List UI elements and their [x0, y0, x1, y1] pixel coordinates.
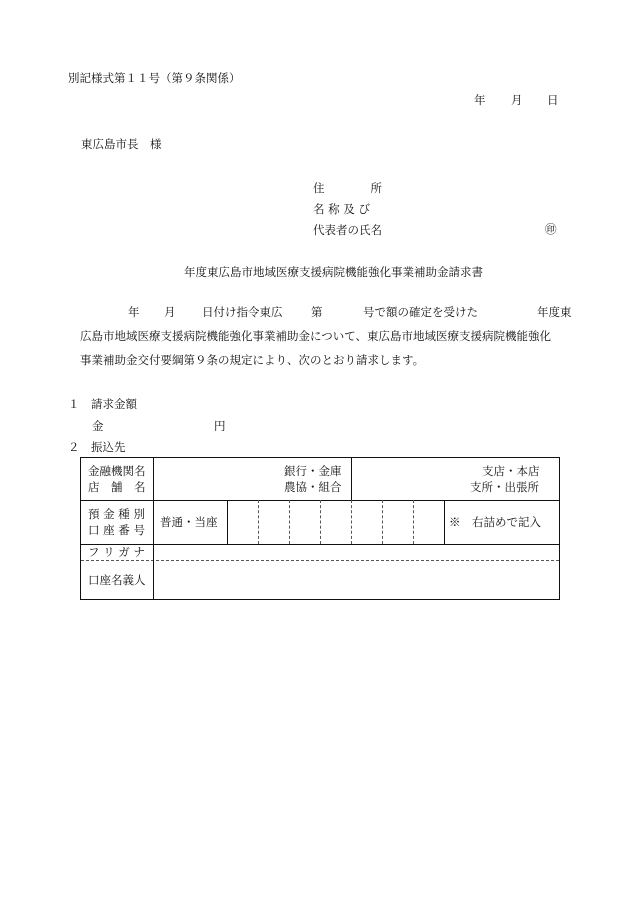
amount-prefix: 金	[92, 419, 104, 433]
digit-divider	[382, 500, 383, 544]
date-month: 月	[511, 93, 523, 107]
furigana-label: フ リ ガ ナ	[88, 545, 145, 559]
section-1-heading: １ 請求金額	[68, 397, 137, 411]
bank-types-2: 農協・組合	[284, 480, 342, 494]
name-label-1: 名 称 及 び	[313, 202, 370, 216]
body-year: 年	[128, 305, 140, 319]
branch-types-1: 支店・本店	[482, 464, 540, 478]
body-line-3: 事業補助金交付要綱第９条の規定により、次のとおり請求します。	[80, 353, 425, 367]
body-directive: 日付け指令東広	[202, 305, 283, 319]
digit-end-divider	[444, 500, 445, 544]
digit-divider	[413, 500, 414, 544]
addressee: 東広島市長 様	[81, 137, 162, 151]
amount-unit: 円	[214, 419, 226, 433]
bank-types-1: 銀行・金庫	[284, 464, 342, 478]
institution-label-2: 店 舗 名	[88, 480, 146, 494]
body-line-1	[82, 300, 582, 324]
account-holder-label: 口座名義人	[88, 573, 146, 587]
digit-divider	[351, 500, 352, 544]
digit-divider	[258, 500, 259, 544]
account-type-divider	[227, 500, 228, 544]
digit-divider	[289, 500, 290, 544]
account-label-1: 預 金 種 別	[88, 507, 145, 521]
section-2-heading: ２ 振込先	[68, 440, 126, 454]
body-confirmed: 号で額の確定を受けた	[363, 305, 478, 319]
name-label-2: 代表者の氏名	[313, 223, 382, 237]
date-day: 日	[547, 93, 559, 107]
digit-divider	[320, 500, 321, 544]
right-align-note: ※ 右詰めで記入	[449, 515, 541, 529]
label-column-divider	[153, 458, 154, 599]
form-number: 別記様式第１１号（第９条関係）	[68, 71, 241, 85]
branch-types-2: 支所・出張所	[470, 480, 539, 494]
date-year: 年	[474, 93, 486, 107]
body-paragraph	[82, 300, 582, 372]
bank-branch-divider	[351, 458, 352, 500]
body-dai: 第	[311, 305, 323, 319]
address-label: 住 所	[313, 181, 382, 195]
account-type: 普通・当座	[160, 515, 218, 529]
institution-label-1: 金融機関名	[88, 464, 146, 478]
document-title: 年度東広島市地域医療支援病院機能強化事業補助金請求書	[184, 265, 483, 279]
body-month: 月	[164, 305, 176, 319]
body-line-2: 広島市地域医療支援病院機能強化事業補助金について、東広島市地域医療支援病院機能強化	[80, 329, 552, 343]
seal-mark: ㊞	[545, 222, 557, 236]
account-label-2: 口 座 番 号	[88, 523, 145, 537]
bank-transfer-table	[80, 457, 560, 600]
body-fiscal-year: 年度東	[537, 305, 572, 319]
